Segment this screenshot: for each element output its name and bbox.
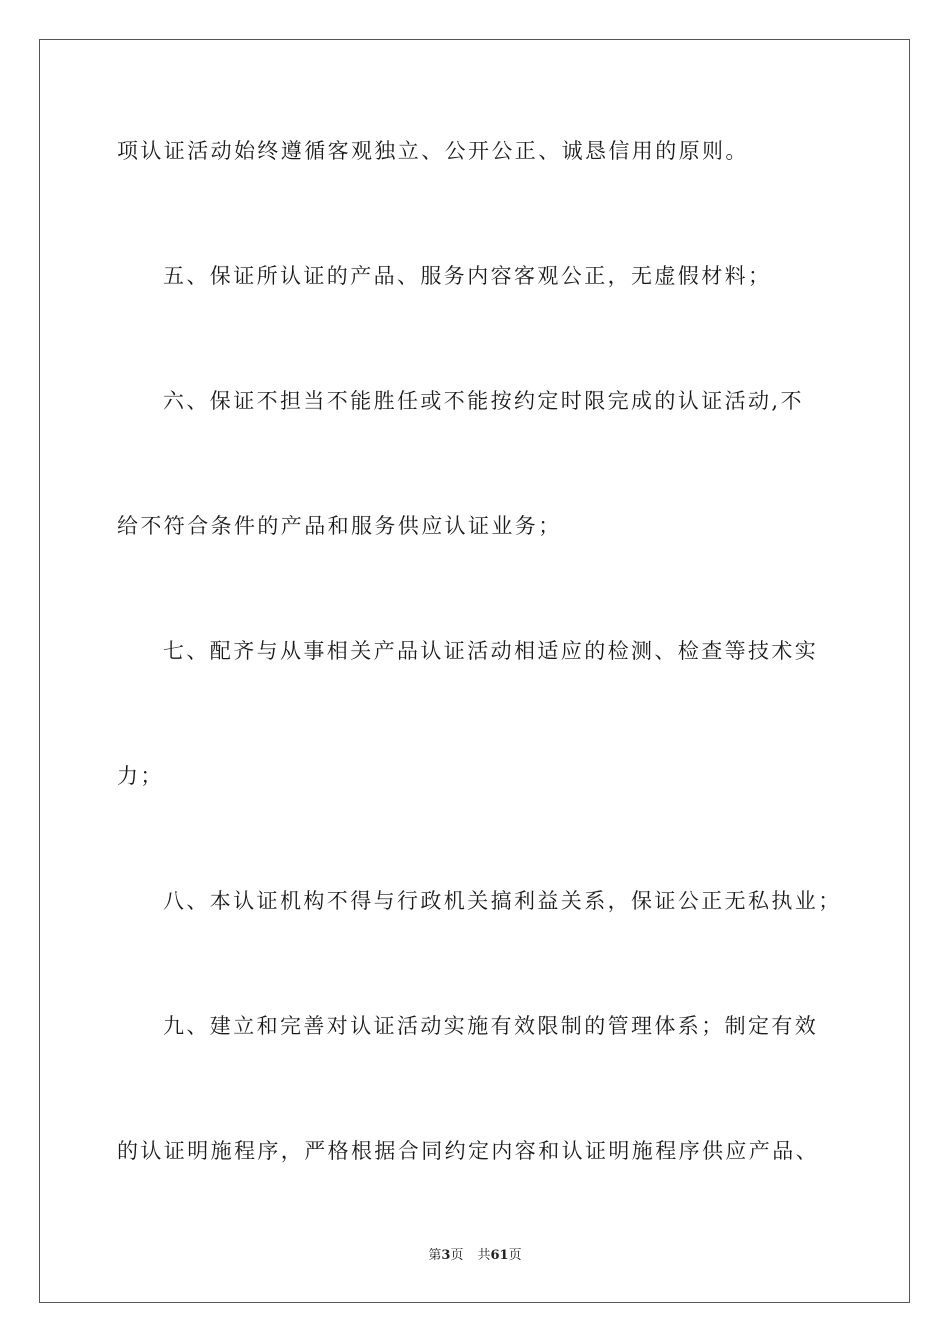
paragraph-line-7: 八、本认证机构不得与行政机关搞利益关系，保证公正无私执业； xyxy=(163,889,842,913)
total-suffix: 页 xyxy=(508,1248,522,1263)
paragraph-line-4: 给不符合条件的产品和服务供应认证业务； xyxy=(117,514,562,538)
page-suffix: 页 xyxy=(450,1248,464,1263)
total-page-count: 61 xyxy=(490,1248,509,1263)
paragraph-line-5: 七、配齐与从事相关产品认证活动相适应的检测、检查等技术实 xyxy=(163,639,819,663)
paragraph-line-2: 五、保证所认证的产品、服务内容客观公正，无虚假材料； xyxy=(163,264,772,288)
paragraph-line-6: 力； xyxy=(117,764,164,788)
paragraph-line-1: 项认证活动始终遵循客观独立、公开公正、诚恳信用的原则。 xyxy=(117,139,749,163)
page-border xyxy=(39,39,910,1303)
page-footer xyxy=(0,1248,950,1264)
paragraph-line-3: 六、保证不担当不能胜任或不能按约定时限完成的认证活动,不 xyxy=(163,389,804,413)
page-prefix: 第 xyxy=(428,1248,442,1263)
paragraph-line-9: 的认证明施程序，严格根据合同约定内容和认证明施程序供应产品、 xyxy=(117,1139,819,1163)
paragraph-line-8: 九、建立和完善对认证活动实施有效限制的管理体系；制定有效 xyxy=(163,1014,819,1038)
current-page-number: 3 xyxy=(441,1248,451,1263)
total-prefix: 共 xyxy=(477,1248,491,1263)
